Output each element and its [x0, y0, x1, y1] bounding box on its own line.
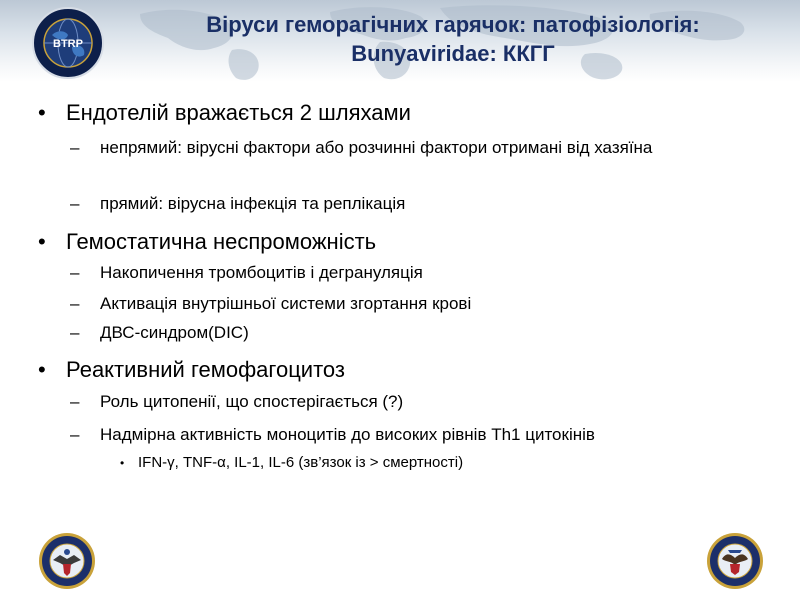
- list-item-text: Накопичення тромбоцитів і дегрануляція: [100, 263, 423, 282]
- slide-header: [0, 0, 800, 82]
- bullet-icon: •: [38, 229, 46, 254]
- list-item-text: Реактивний гемофагоцитоз: [66, 357, 345, 382]
- list-item: [120, 452, 464, 474]
- list-item-text: непрямий: вірусні фактори або розчинні фактори отримані від хазяїна: [100, 138, 653, 157]
- list-item-text: Гемостатична неспроможність: [66, 229, 377, 254]
- bullet-icon: •: [38, 100, 46, 125]
- list-item: [70, 390, 780, 414]
- list-item: [38, 357, 345, 383]
- dash-icon: –: [70, 294, 80, 313]
- dash-icon: –: [70, 263, 80, 282]
- dash-icon: –: [70, 425, 80, 444]
- list-item-text: Активація внутрішньої системи згортання крові: [100, 294, 472, 313]
- list-item-text: Роль цитопенії, що спостерігається (?): [100, 392, 404, 411]
- dash-icon: –: [70, 323, 80, 342]
- list-item: [70, 136, 780, 160]
- list-item-text: IFN-γ, TNF-α, IL-1, IL-6 (зв’язок із > смертності): [138, 454, 464, 471]
- list-item-text: прямий: вірусна інфекція та реплікація: [100, 194, 406, 213]
- list-item: [70, 192, 780, 216]
- list-item: [70, 292, 780, 316]
- bullet-icon: •: [38, 357, 46, 382]
- dash-icon: –: [70, 138, 80, 157]
- dtra-seal-icon: [706, 532, 764, 590]
- list-item-text: Ендотелій вражається 2 шляхами: [66, 100, 411, 125]
- list-item: [70, 321, 780, 345]
- list-item: [70, 261, 780, 285]
- dash-icon: –: [70, 392, 80, 411]
- list-item: [70, 423, 780, 447]
- page-title-line1: Віруси геморагічних гарячок: патофізіологія:: [206, 12, 700, 37]
- list-item: [38, 100, 411, 126]
- bullet-icon: •: [120, 456, 125, 470]
- btrp-logo: [32, 7, 104, 79]
- department-of-defense-seal-icon: [38, 532, 96, 590]
- list-item: [38, 229, 377, 255]
- dash-icon: –: [70, 194, 80, 213]
- page-title-line2: Bunyaviridae: ККГГ: [351, 41, 555, 66]
- list-item-text: Надмірна активність моноцитів до високих рівнів Th1 цитокінів: [100, 425, 595, 444]
- list-item-text: ДВС-синдром(DIC): [100, 323, 249, 342]
- btrp-logo-text: BTRP: [53, 38, 83, 50]
- page-title: [110, 10, 796, 68]
